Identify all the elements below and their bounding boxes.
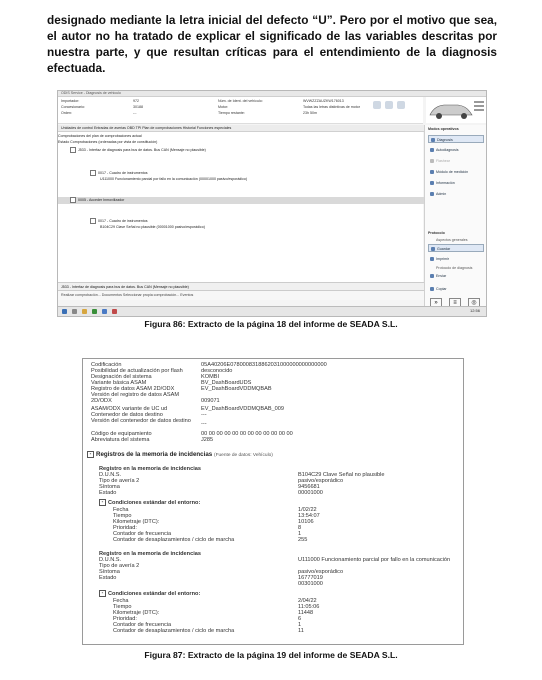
send-icon xyxy=(430,274,434,278)
engine-label: Motor: xyxy=(218,105,229,109)
vin-label: Núm. de Ident. del vehículo: xyxy=(218,99,263,103)
car-icon xyxy=(430,148,434,152)
tree-row-j533[interactable]: J533 - Interfaz de diagnosis para bus de datos. Bus CAN (Mensaje no plausible) xyxy=(58,147,435,154)
odis-screenshot xyxy=(57,90,487,317)
plan-title: Comprobaciones del plan de comprobaciones actual xyxy=(58,134,142,138)
save-icon xyxy=(431,247,435,251)
figure-caption: Figura 86: Extracto de la página 18 del informe de SEADA S.L. xyxy=(144,319,398,329)
incident-section-title[interactable]: - Registros de la memoria de incidencias (Fuente de datos: Vehículo) xyxy=(87,451,273,458)
status-line: J533 - Interfaz de diagnosis para bus de datos. Bus CAN (Mensaje no plausible) xyxy=(58,282,426,291)
dtc-row-u111000[interactable]: U111000 Funcionamiento parcial por fallo en la comunicación (00001000 pasivo/esporádico) xyxy=(100,177,248,181)
power-button[interactable]: ◎ xyxy=(468,298,480,308)
protocol-print[interactable]: Imprimir xyxy=(428,255,484,263)
time-value: 23h 50m xyxy=(303,111,317,115)
protocol-diagnosis[interactable]: Protocolo de diagnosis xyxy=(436,266,473,270)
test-plan-panel xyxy=(58,132,423,282)
tree-row-0017-b[interactable]: 0017 - Cuadro de instrumentos xyxy=(58,218,455,225)
operating-modes-panel xyxy=(424,125,487,310)
tree-row-0017[interactable]: 0017 - Cuadro de instrumentos xyxy=(58,170,455,177)
plan-columns: Estado Comprobaciones (ordenadas por vista de constitución) xyxy=(58,140,158,144)
gear-icon xyxy=(430,192,434,196)
collapse-icon[interactable]: - xyxy=(87,451,94,458)
window-titlebar: ODIS Service - Diagnosis de vehiculo xyxy=(58,91,486,97)
checkbox-icon[interactable] xyxy=(70,197,76,203)
clock: 12:56 xyxy=(469,308,480,313)
menu-button[interactable]: ≡ xyxy=(449,298,461,308)
settings-icon[interactable] xyxy=(397,101,405,109)
search-icon[interactable] xyxy=(72,309,77,314)
protocol-save[interactable]: Guardar xyxy=(428,244,484,252)
time-label: Tiempo restante: xyxy=(218,111,245,115)
body-paragraph: designado mediante la letra inicial del defecto “U”. Pero por el motivo que sea, el autor no ha tratado de explicar el significado de las variables descritas por nuestra parte, y que resultan críticas para el entendimiento de la diagnosis efectuada. xyxy=(47,13,497,75)
report-excerpt: Codificación 05A40206E0780008318862031000000000000000 Posibilidad de actualización por flash desconocido Designación del sistema KOMBI Variante básica ASAM BV_DashBoardUDS Registro de datos ASAM 2D/ODX EV_DashBoardVDDMQBAB Versión del registro de datos ASAM 2D/ODX 009071 ASAM/ODX variante de UC ud EV_DashBoardVDDMQBAB_009 Contenedor de datos destino --- Versión del contenedor de datos destino --- Código de equipamiento 00 00 00 00 00 00 00 00 00 00 00 00 Abreviatura del sistema J285 - Registros de la memoria de incidencias (Fuente de datos: Vehículo) Registro en la memoria de incidencias D.U.N.S. B104C29 Clave Señal no plausible Tipo de avería 2 pasivo/esporádico Síntoma 9456681 Estado 00001000 - Condiciones estándar del entorno: Fecha 1/02/22 Tiempo 13:54:07 Kilometraje (DTC): 10106 Prioridad: 8 Contador de frecuencia 1 Contador de desaplazamientos / ciclo de marcha 255 Registro en la memoria de incidencias D.U.N.S. U111000 Funcionamiento parcial por fallo en la comunicación Tipo de avería 2 pasivo/esporádico Síntoma 16777019 Estado 00301000 - Condiciones estándar del entorno: Fecha 2/04/22 Tiempo 11:05:06 Kilometraje (DTC): 11448 Prioridad: 6 Contador de frecuencia 1 Contador de desaplazamientos / ciclo de marcha 11 xyxy=(82,358,464,645)
action-bar[interactable]: Realizar comprobación... Documentos Seleccionar propia comprobación... Eventos xyxy=(58,290,426,300)
dealer-label: Concesionario: xyxy=(61,105,85,109)
protocol-overview[interactable]: Aspectos generales xyxy=(436,238,468,242)
start-icon[interactable] xyxy=(62,309,67,314)
print-icon xyxy=(430,257,434,261)
flash-icon xyxy=(430,159,434,163)
info-icon xyxy=(430,181,434,185)
mode-admin[interactable]: Admin xyxy=(428,190,484,198)
meter-icon xyxy=(430,170,434,174)
app-icon[interactable] xyxy=(92,309,97,314)
collapse-icon[interactable]: - xyxy=(99,499,106,506)
env-conditions-1[interactable]: - Condiciones estándar del entorno: xyxy=(99,499,200,506)
importer-label: Importador: xyxy=(61,99,80,103)
collapse-icon[interactable]: - xyxy=(99,590,106,597)
engine-value: Todas las letras distintivas de motor xyxy=(303,105,360,109)
app-icon[interactable] xyxy=(112,309,117,314)
vehicle-header xyxy=(58,97,423,124)
copy-icon xyxy=(430,287,434,291)
protocol-copy[interactable]: Copiar xyxy=(428,285,484,293)
protocol-send[interactable]: Enviar xyxy=(428,272,484,280)
mode-selfdiagnosis[interactable]: Autodiagnosis xyxy=(428,146,484,154)
forward-button[interactable]: » xyxy=(430,298,442,308)
env-conditions-2[interactable]: - Condiciones estándar del entorno: xyxy=(99,590,200,597)
order-label: Orden: xyxy=(61,111,72,115)
vehicle-image xyxy=(426,97,486,123)
checkbox-icon[interactable] xyxy=(70,147,76,153)
order-value: --- xyxy=(133,111,137,115)
stethoscope-icon xyxy=(431,138,435,142)
function-tabs[interactable]: Unidades de control Entradas de averias OBD TPI Plan de comprobaciones Historial Funciones especiales xyxy=(58,125,426,132)
dtc-row-b104c29[interactable]: B104C29 Clave Señal no plausible (00001000 pasivo/esporádico) xyxy=(100,225,205,229)
mode-information[interactable]: Información xyxy=(428,179,484,187)
mode-measurement[interactable]: Módulo de medición xyxy=(428,168,484,176)
battery-icon[interactable] xyxy=(385,101,393,109)
folder-icon[interactable] xyxy=(82,309,87,314)
vin-value: WVWZZZAUZKW176013 xyxy=(303,99,344,103)
tree-row-0005[interactable]: 0005 - Acceder Inmovilizador xyxy=(58,197,435,204)
browser-icon[interactable] xyxy=(102,309,107,314)
modes-title: Modos operativos xyxy=(428,127,459,131)
connection-icon[interactable] xyxy=(373,101,381,109)
mode-diagnosis[interactable]: Diagnosis xyxy=(428,135,484,143)
mode-flash[interactable]: Flashear xyxy=(428,157,484,165)
windows-taskbar xyxy=(58,306,486,316)
protocol-title: Protocolo xyxy=(428,231,445,235)
figure-caption: Figura 87: Extracto de la página 19 del informe de SEADA S.L. xyxy=(144,650,398,660)
dealer-value: 30188 xyxy=(133,105,143,109)
importer-value: 972 xyxy=(133,99,139,103)
